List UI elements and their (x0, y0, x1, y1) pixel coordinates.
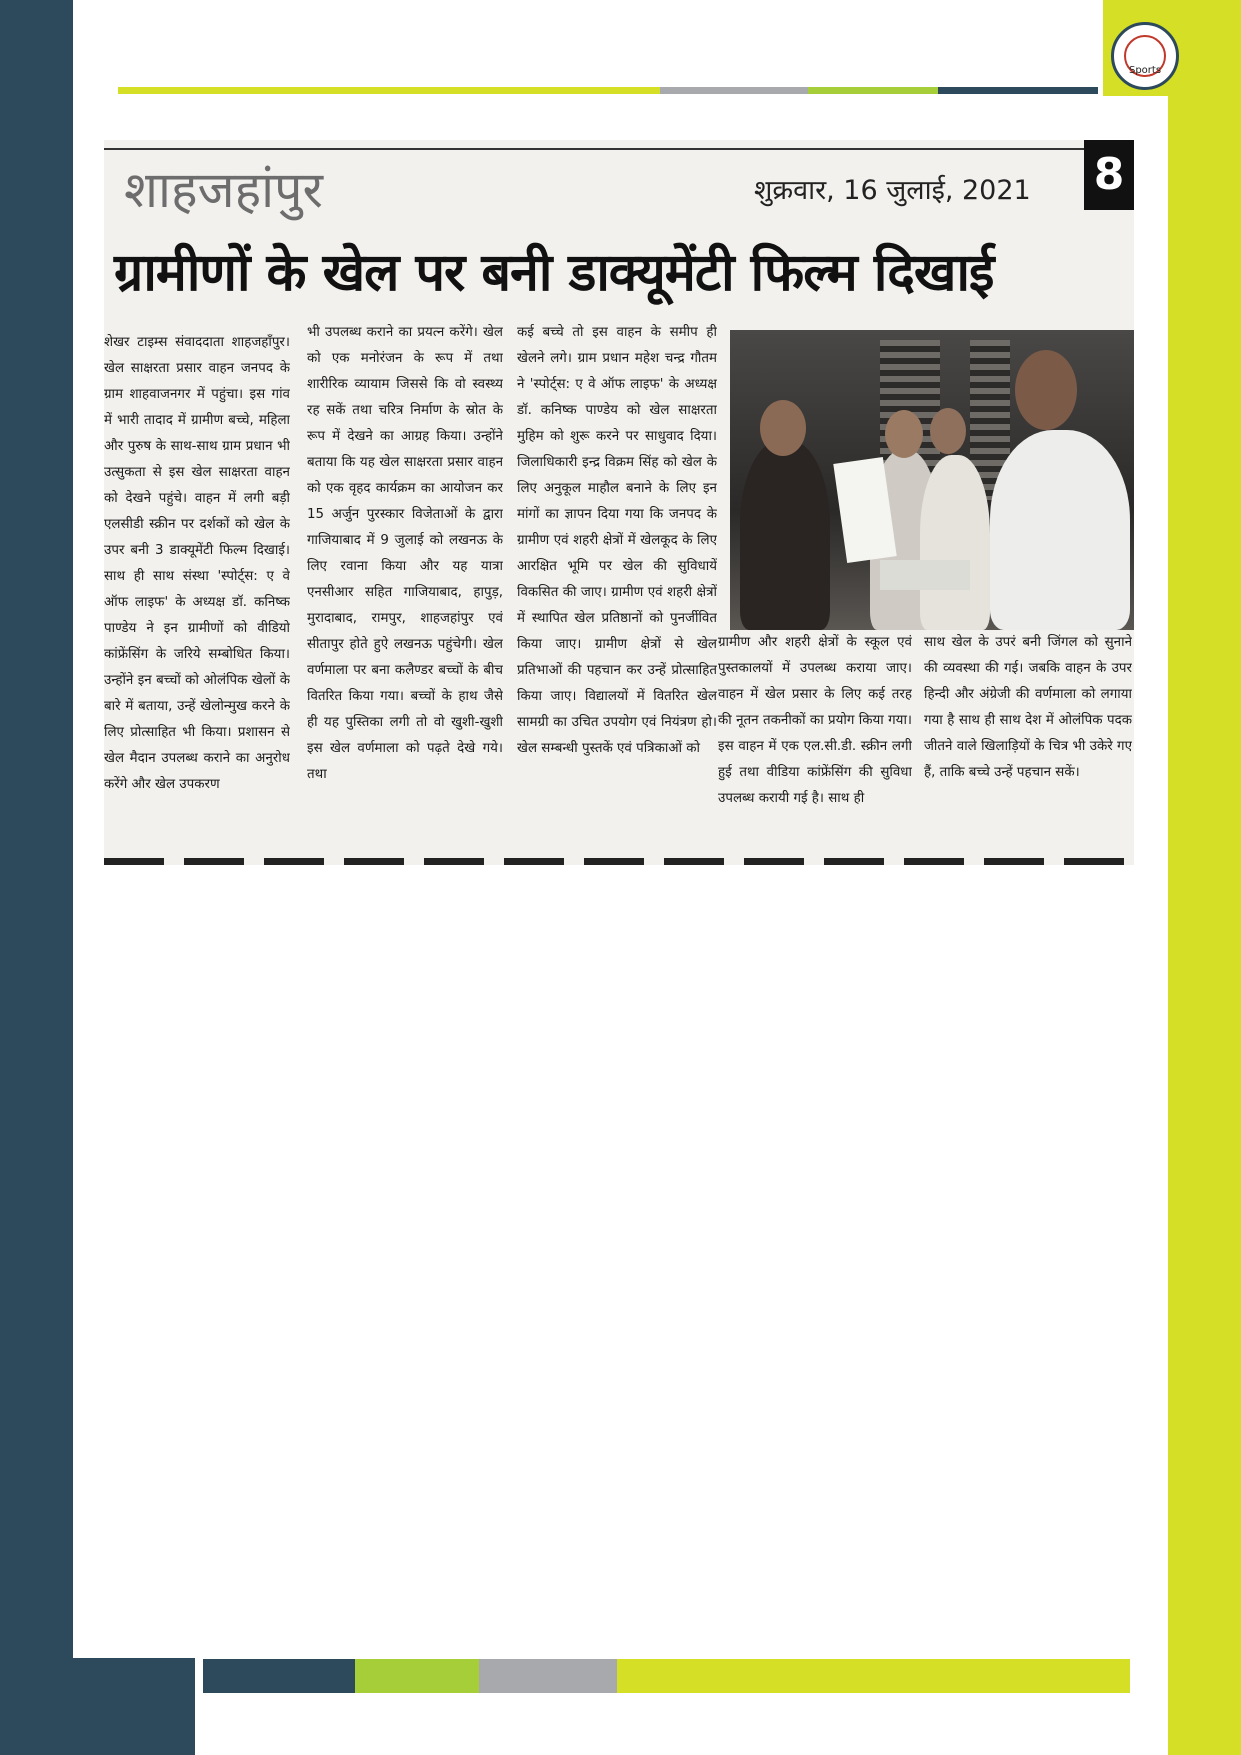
bottom-strip-green (355, 1659, 479, 1693)
top-strip-navy (938, 87, 1098, 94)
top-strip-lime (118, 87, 660, 94)
sports-logo (1111, 22, 1179, 90)
headline: ग्रामीणों के खेल पर बनी डाक्यूमेंटी फिल्म दिखाई (114, 243, 994, 303)
bottom-strip-grey (479, 1659, 617, 1693)
bottom-strip-lime (617, 1659, 1130, 1693)
top-strip-grey (660, 87, 808, 94)
edition-date: शुक्रवार, 16 जुलाई, 2021 (754, 175, 1031, 206)
city-masthead: शाहजहांपुर (124, 161, 323, 219)
article-column-3: कई बच्चे तो इस वाहन के समीप ही खेलने लगे। ग्राम प्रधान महेश चन्द्र गौतम ने 'स्पोर्ट्स: ए वे ऑफ लाइफ' के अध्यक्ष डॉ. कनिष्क पाण्डेय को खेल साक्षरता मुहिम को शुरू करने पर साधुवाद दिया। जिलाधिकारी इन्द्र विक्रम सिंह को खेल के लिए अनुकूल माहौल बनाने के लिए इन मांगों का ज्ञापन दिया गया कि जनपद के ग्रामीण एवं शहरी क्षेत्रों में खेलकूद के लिए आरक्षित भूमि पर खेल की सुविधायें विकसित की जाए। ग्रामीण एवं शहरी क्षेत्रों में स्थापित खेल प्रतिष्ठानों को पुनर्जीवित किया जाए। ग्रामीण क्षेत्रों से खेल प्रतिभाओं की पहचान कर उन्हें प्रोत्साहित किया जाए। विद्यालयों में वितरित खेल सामग्री का उचित उपयोग एवं नियंत्रण हो। खेल सम्बन्धी पुस्तकें एवं पत्रिकाओं को (517, 325, 717, 756)
article-column-4: ग्रामीण और शहरी क्षेत्रों के स्कूल एवं पुस्तकालयों में उपलब्ध कराया जाए। वाहन में खेल प्रसार के लिए कई तरह की नूतन तकनीकों का प्रयोग किया गया। इस वाहन में एक एल.सी.डी. स्क्रीन लगी हुई तथा वीडिया कांफ्रेंसिंग की सुविधा उपलब्ध करायी गई है। साथ ही (718, 635, 912, 806)
newspaper-clipping (104, 140, 1134, 865)
right-sidebar-band (1168, 0, 1241, 1755)
article-column-1: शेखर टाइम्स संवाददाता शाहजहाँपुर। खेल साक्षरता प्रसार वाहन जनपद के ग्राम शाहवाजनगर में पहुंचा। इस गांव में भारी तादाद में ग्रामीण बच्चे, महिला और पुरुष के साथ-साथ ग्राम प्रधान भी उत्सुकता से इस खेल साक्षरता वाहन को देखने पहुंचे। वाहन में लगी बड़ी एलसीडी स्क्रीन पर दर्शकों को खेल के उपर बनी 3 डाक्यूमेंटी फिल्म दिखाई। साथ ही साथ संस्था 'स्पोर्ट्स: ए वे ऑफ लाइफ' के अध्यक्ष डॉ. कनिष्क पाण्डेय ने इन ग्रामीणों को वीडियो कांफ्रेंसिंग के जरिये सम्बोधित किया। उन्होंने इन बच्चों को ओलंपिक खेलों के बारे में बताया, उन्हें खेलोन्मुख करने के लिए प्रोत्साहित भी किया। प्रशासन से खेल मैदान उपलब्ध कराने का अनुरोध करेंगे और खेल उपकरण (104, 335, 290, 792)
bottom-strip-navy (203, 1659, 355, 1693)
left-sidebar-band (0, 0, 73, 1755)
logo-label: Sports (1128, 65, 1162, 76)
article-column-5: साथ खेल के उपरं बनी जिंगल को सुनाने की व्यवस्था की गई। जबकि वाहन के उपर हिन्दी और अंग्रेजी की वर्णमाला को लगाया गया है साथ ही साथ देश में ओलंपिक पदक जीतने वाले खिलाड़ियों के चित्र भी उकेरे गए हैं, ताकि बच्चे उन्हें पहचान सकें। (924, 635, 1132, 780)
next-story-rule (104, 858, 1134, 865)
article-column-2: भी उपलब्ध कराने का प्रयत्न करेंगे। खेल को एक मनोरंजन के रूप में तथा शारीरिक व्यायाम जिससे कि वो स्वस्थ्य रह सकें तथा चरित्र निर्माण के स्रोत के रूप में देखने का आग्रह किया। उन्होंने बताया कि यह खेल साक्षरता प्रसार वाहन को एक वृहद कार्यक्रम का आयोजन कर 15 अर्जुन पुरस्कार विजेताओं के द्वारा गाजियाबाद में 9 जुलाई को लखनऊ के लिए रवाना किया और यह यात्रा एनसीआर सहित गाजियाबाद, हापुड़, मुरादाबाद, रामपुर, शाहजहांपुर एवं सीतापुर होते हुऐ लखनऊ पहुंचेगी। खेल वर्णमाला पर बना कलैण्डर बच्चों के बीच वितरित किया गया। बच्चों के हाथ जैसे ही यह पुस्तिका लगी तो वो खुशी-खुशी इस खेल वर्णमाला को पढ़ते देखे गये। तथा (307, 325, 503, 782)
header-rule (104, 148, 1134, 150)
page-number: 8 (1084, 140, 1134, 210)
top-strip-green (808, 87, 938, 94)
news-photo (730, 330, 1134, 630)
left-bottom-block (73, 1658, 195, 1755)
